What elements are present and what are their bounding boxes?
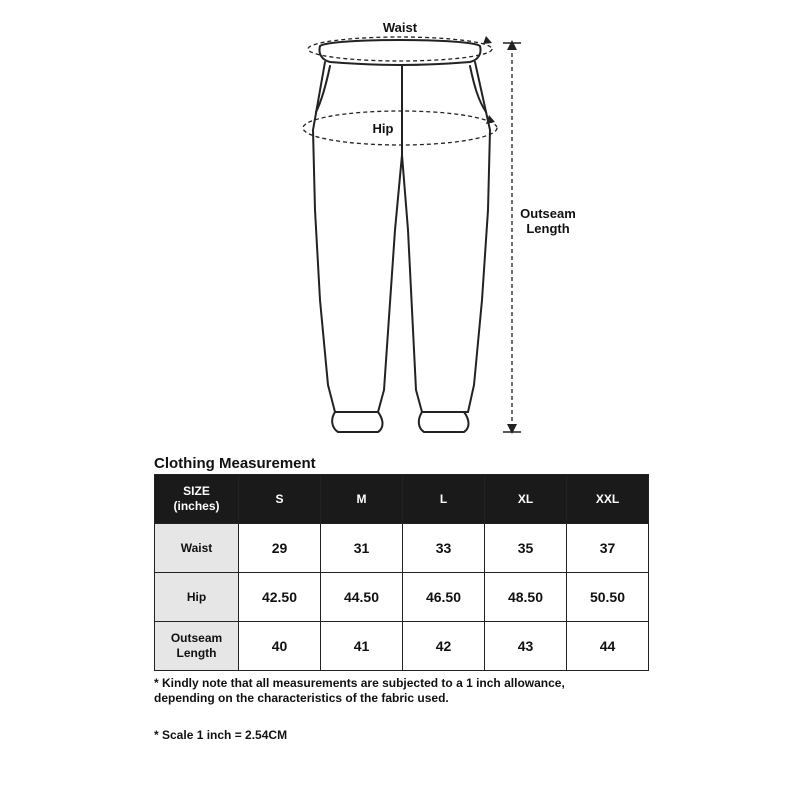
row-label-outseam xyxy=(155,622,239,671)
outseam-length-label: Outseam Length xyxy=(520,206,576,236)
waist-label: Waist xyxy=(382,20,418,35)
size-header-xl: XL xyxy=(485,475,567,524)
table-row-hip xyxy=(155,573,649,622)
notes xyxy=(154,676,565,743)
right-cuff xyxy=(419,412,469,432)
size-header-xxl: XXL xyxy=(567,475,649,524)
table-cell: 29 xyxy=(239,524,321,573)
size-table xyxy=(154,474,649,671)
table-cell: 50.50 xyxy=(567,573,649,622)
table-cell: 46.50 xyxy=(403,573,485,622)
size-header-text: SIZE (inches) xyxy=(173,484,220,513)
table-cell: 42 xyxy=(403,622,485,671)
table-cell: 48.50 xyxy=(485,573,567,622)
table-cell: 35 xyxy=(485,524,567,573)
outseam-arrow-top-icon xyxy=(507,40,517,50)
left-cuff xyxy=(332,412,382,432)
table-cell: 44 xyxy=(567,622,649,671)
table-cell: 31 xyxy=(321,524,403,573)
waist-arrowhead-icon xyxy=(483,36,492,44)
table-row-waist xyxy=(155,524,649,573)
table-cell: 44.50 xyxy=(321,573,403,622)
size-header-corner xyxy=(155,475,239,524)
row-label-hip: Hip xyxy=(155,573,239,622)
table-row-outseam xyxy=(155,622,649,671)
size-header-l: L xyxy=(403,475,485,524)
size-header-m: M xyxy=(321,475,403,524)
table-cell: 41 xyxy=(321,622,403,671)
row-label-outseam-text: Outseam Length xyxy=(170,631,223,660)
table-cell: 43 xyxy=(485,622,567,671)
row-label-waist: Waist xyxy=(155,524,239,573)
table-cell: 37 xyxy=(567,524,649,573)
size-header-s: S xyxy=(239,475,321,524)
hip-label: Hip xyxy=(372,121,394,136)
allowance-note: * Kindly note that all measurements are subjected to a 1 inch allowance, depending on the characteristics of the fabric used. xyxy=(154,676,565,705)
table-cell: 40 xyxy=(239,622,321,671)
table-cell: 42.50 xyxy=(239,573,321,622)
table-title: Clothing Measurement xyxy=(154,455,316,472)
table-cell: 33 xyxy=(403,524,485,573)
scale-note: * Scale 1 inch = 2.54CM xyxy=(154,728,288,742)
header-row xyxy=(155,475,649,524)
